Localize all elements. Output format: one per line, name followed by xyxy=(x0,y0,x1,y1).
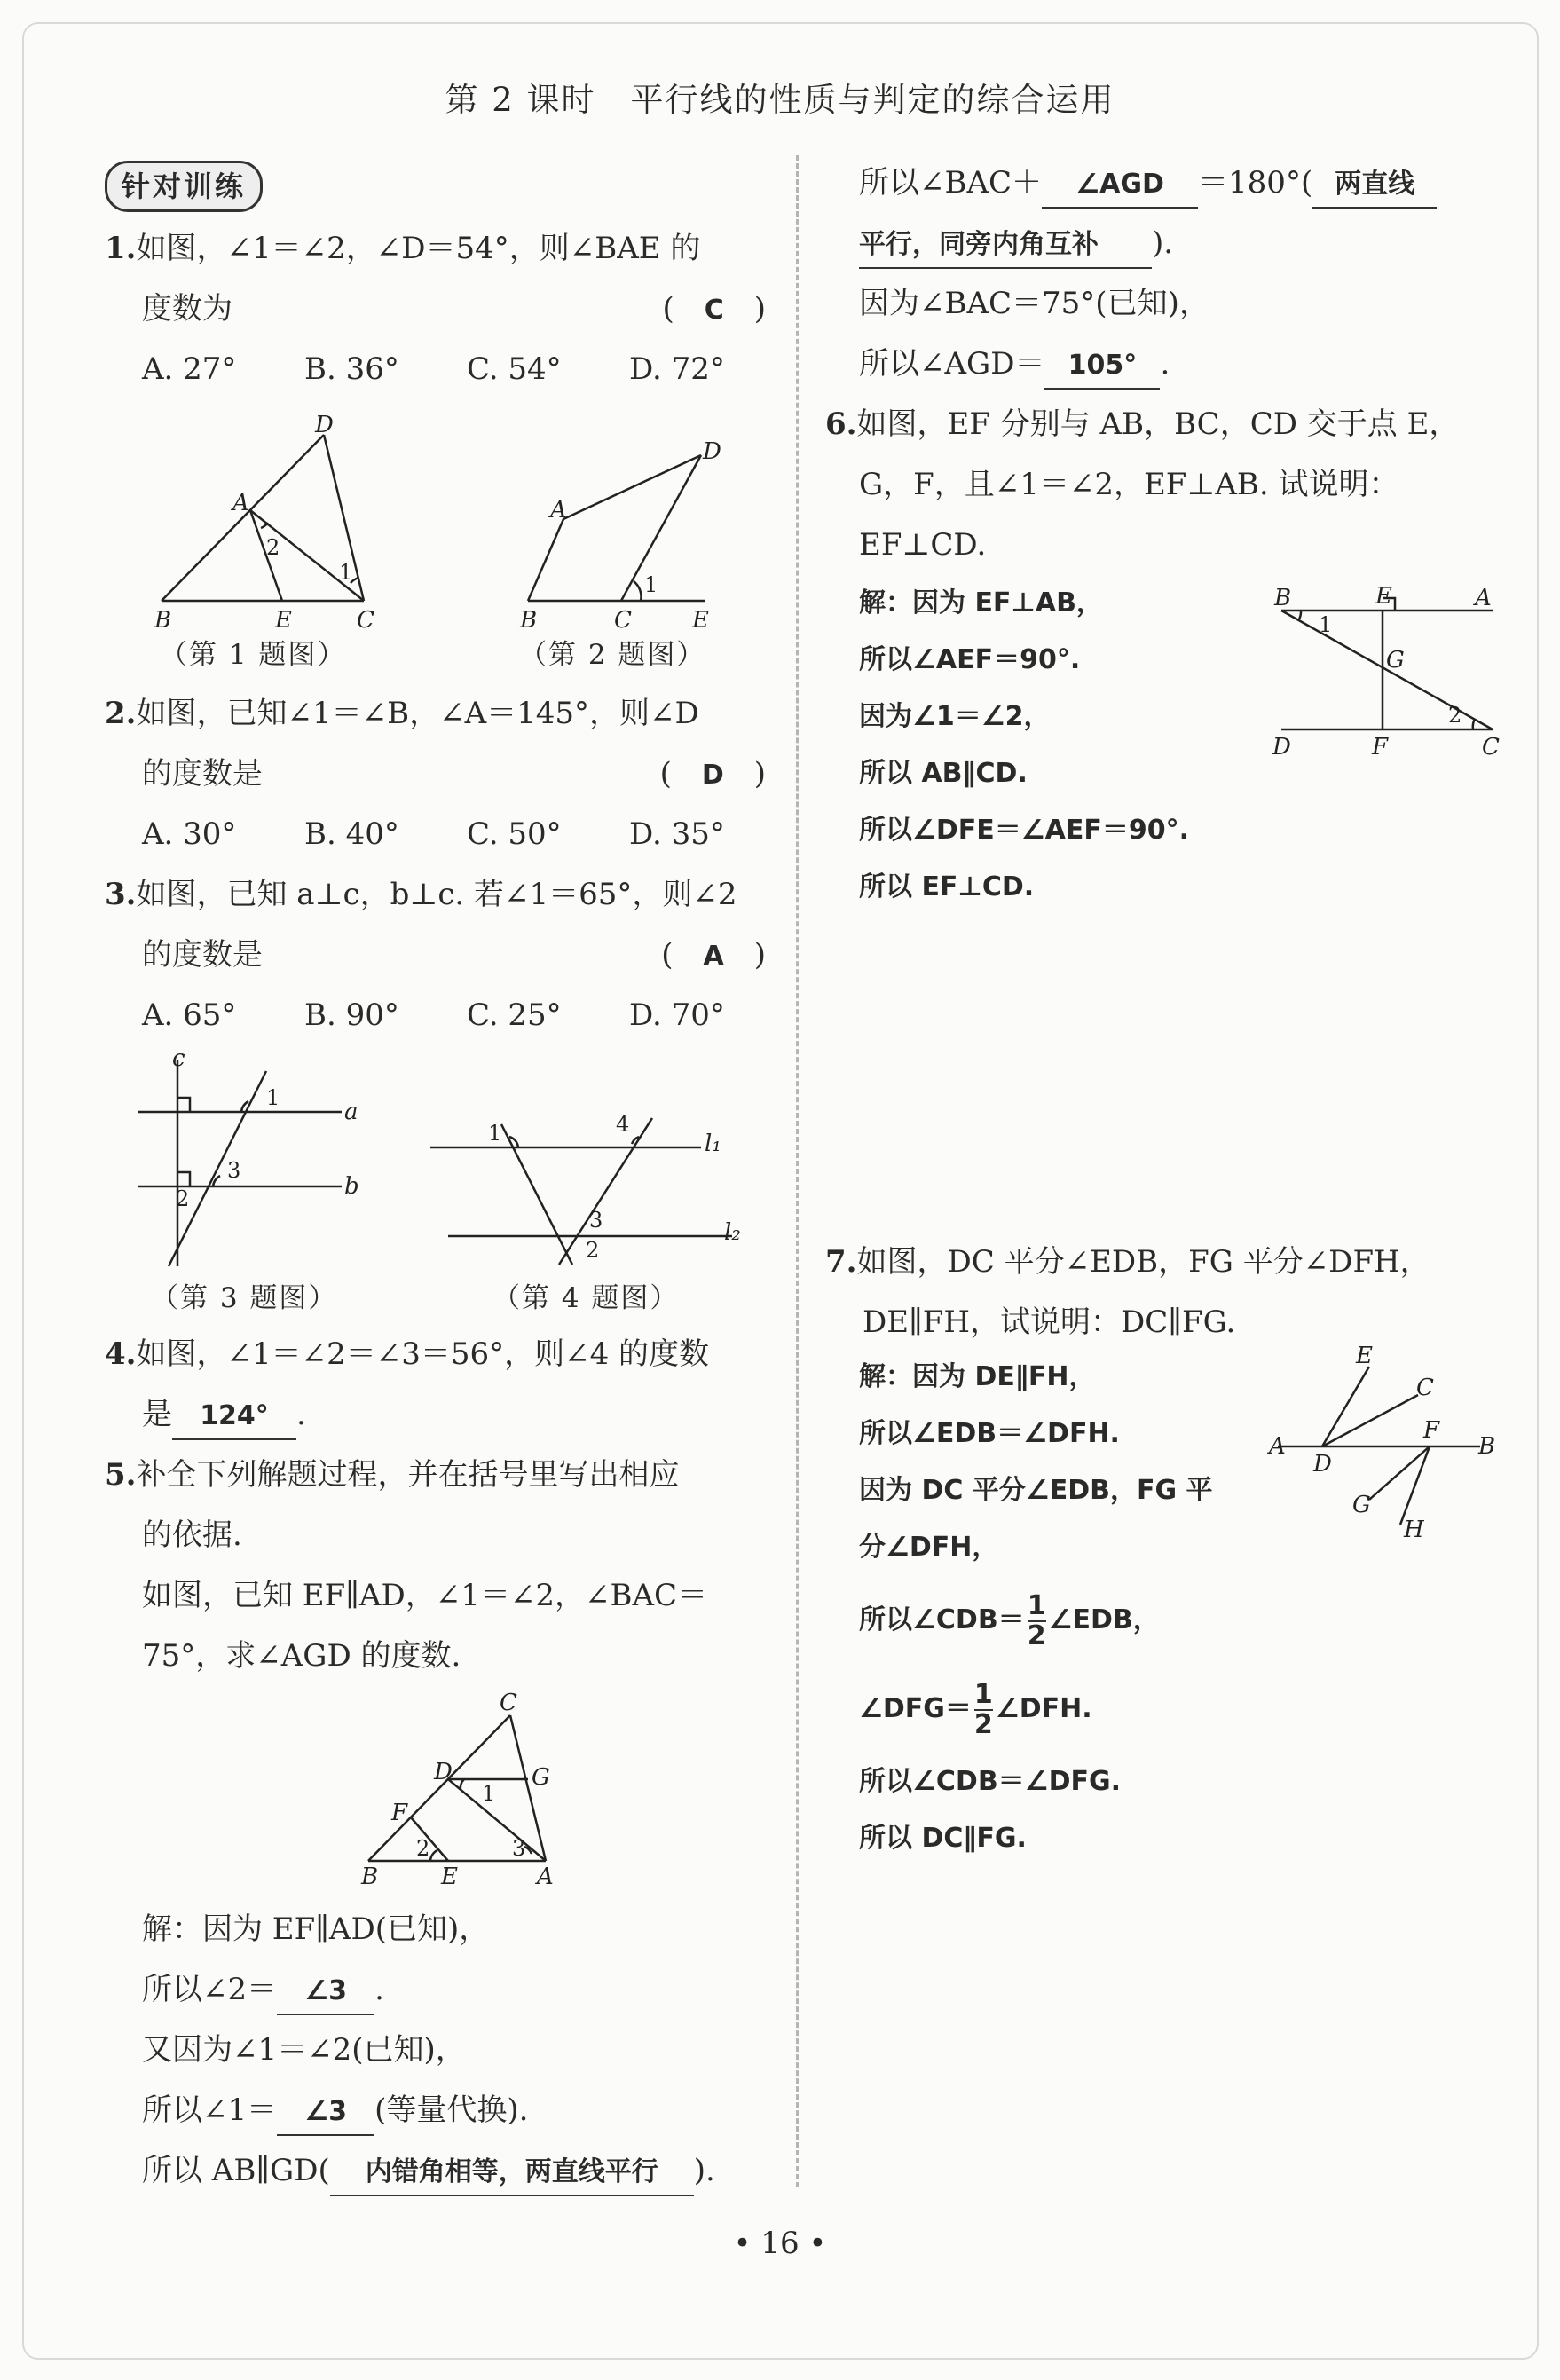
q5-step3: 又因为∠1＝∠2(已知)， xyxy=(142,2032,466,2068)
f7-label-H: H xyxy=(1404,1517,1424,1543)
q5-answer-6: 平行，同旁内角互补 xyxy=(859,223,1152,269)
q5-step5: 所以 AB∥GD( 内错角相等，两直线平行 ). xyxy=(142,2140,781,2201)
f3-label-3: 3 xyxy=(227,1158,241,1183)
q2-options: A. 30° B. 40° C. 50° D. 35° xyxy=(142,816,725,852)
f3-label-b: b xyxy=(344,1173,359,1200)
q3-options: A. 65° B. 90° C. 25° D. 70° xyxy=(142,997,725,1033)
f5-label-D: D xyxy=(434,1759,453,1785)
f2-label-D: D xyxy=(703,439,721,465)
q4-line1: 4.如图，∠1＝∠2＝∠3＝56°，则∠4 的度数 xyxy=(105,1336,710,1372)
q5-solution-left xyxy=(142,1899,781,2201)
f5-label-3: 3 xyxy=(512,1836,526,1861)
figure-6 xyxy=(1269,579,1500,760)
q5-line2: 的依据. xyxy=(142,1517,242,1553)
section-badge: 针对训练 xyxy=(105,161,263,212)
q5-step2: 所以∠2＝ ∠3 . xyxy=(142,1959,781,2020)
f5-label-E: E xyxy=(441,1864,458,1890)
q2-line1: 2.如图，已知∠1＝∠B，∠A＝145°，则∠D xyxy=(105,696,699,731)
q7-line1: 7.如图，DC 平分∠EDB，FG 平分∠DFH， xyxy=(825,1244,1430,1280)
q7-sol-6: ∠DFG＝ $\frac{1}{2}$ ∠DFH. xyxy=(859,1678,1092,1740)
f7-label-G: G xyxy=(1352,1492,1371,1518)
f4-label-1: 1 xyxy=(488,1121,502,1146)
f1-label-2: 2 xyxy=(266,535,280,560)
f2-label-C: C xyxy=(614,607,632,634)
q3-line2: 的度数是 ( A ) xyxy=(142,937,766,973)
f1-label-1: 1 xyxy=(339,560,353,585)
q6-sol-6: 所以 EF⊥CD. xyxy=(859,871,1035,902)
f6-label-1: 1 xyxy=(1319,612,1333,637)
q7-sol-5: 所以∠CDB＝ $\frac{1}{2}$ ∠EDB， xyxy=(859,1589,1160,1651)
f5-label-B: B xyxy=(361,1864,379,1890)
q5-step1: 解：因为 EF∥AD(已知)， xyxy=(142,1911,490,1947)
q5-step6: 所以∠BAC＋ ∠AGD ＝180°( 两直线 xyxy=(859,153,1498,213)
q5-answer-1: ∠3 xyxy=(277,1969,374,2015)
f7-label-E: E xyxy=(1356,1343,1373,1369)
q1-options: A. 27° B. 36° C. 54° D. 72° xyxy=(142,351,725,387)
f2-label-B: B xyxy=(520,607,538,634)
f5-label-F: F xyxy=(391,1800,408,1826)
figure-7 xyxy=(1267,1340,1502,1544)
q5-line4: 75°，求∠AGD 的度数. xyxy=(142,1638,461,1674)
f3-label-1: 1 xyxy=(266,1085,280,1110)
fig4-caption: （第 4 题图） xyxy=(492,1282,680,1314)
left-column-3 xyxy=(105,1324,775,1686)
f6-label-C: C xyxy=(1482,734,1500,760)
figure-3 xyxy=(133,1052,373,1273)
f4-label-3: 3 xyxy=(589,1208,603,1233)
fig3-caption: （第 3 题图） xyxy=(151,1282,338,1314)
q6-line3: EF⊥CD. xyxy=(859,527,987,563)
left-column xyxy=(105,160,775,399)
q5-step8: 因为∠BAC＝75°(已知)， xyxy=(859,286,1209,321)
q5-line1: 5.补全下列解题过程，并在括号里写出相应 xyxy=(105,1457,680,1493)
f1-label-E: E xyxy=(275,607,292,634)
f4-label-l2: l₂ xyxy=(724,1219,741,1246)
f5-label-G: G xyxy=(532,1764,550,1791)
f5-label-C: C xyxy=(500,1690,517,1716)
f1-label-C: C xyxy=(357,607,374,634)
f6-label-F: F xyxy=(1372,734,1389,760)
q3-answer: A xyxy=(703,941,724,972)
f2-label-E: E xyxy=(692,607,709,634)
q6-line2: G，F，且∠1＝∠2，EF⊥AB. 试说明： xyxy=(859,467,1399,502)
f3-label-c: c xyxy=(172,1052,185,1072)
q6-line1: 6.如图，EF 分别与 AB，BC，CD 交于点 E， xyxy=(825,406,1460,442)
q5-answer-7: 105° xyxy=(1044,343,1160,390)
figure-5 xyxy=(359,1690,563,1890)
f1-label-D: D xyxy=(315,413,334,438)
q6-sol-4: 所以 AB∥CD. xyxy=(859,758,1028,789)
f6-label-D: D xyxy=(1272,734,1291,760)
q6-solution xyxy=(859,575,1189,916)
f4-label-2: 2 xyxy=(586,1238,600,1263)
q7-sol-4: 分∠DFH， xyxy=(859,1532,999,1563)
q5-answer-3: 内错角相等，两直线平行 xyxy=(330,2150,694,2196)
q7-block xyxy=(825,1232,1500,1352)
q5-answer-2: ∠3 xyxy=(277,2090,374,2136)
q5-step9: 所以∠AGD＝ 105° . xyxy=(859,334,1498,394)
q7-sol-7: 所以∠CDB＝∠DFG. xyxy=(859,1766,1121,1797)
f7-label-A: A xyxy=(1269,1433,1286,1460)
column-divider xyxy=(796,155,799,2187)
f4-label-4: 4 xyxy=(616,1112,630,1137)
q4-answer: 124° xyxy=(172,1394,296,1440)
f6-label-A: A xyxy=(1475,585,1492,611)
q7-sol-8: 所以 DC∥FG. xyxy=(859,1823,1027,1854)
f7-label-B: B xyxy=(1478,1433,1496,1460)
q2-answer: D xyxy=(701,760,724,791)
q6-sol-2: 所以∠AEF＝90°. xyxy=(859,644,1081,675)
figure-2 xyxy=(515,439,728,634)
figure-1 xyxy=(151,413,382,634)
q2-line2: 的度数是 ( D ) xyxy=(142,756,766,792)
f4-label-l1: l₁ xyxy=(705,1131,721,1157)
f7-label-F: F xyxy=(1423,1417,1440,1444)
f5-label-1: 1 xyxy=(482,1781,496,1806)
f2-label-1: 1 xyxy=(644,572,658,597)
f6-label-E: E xyxy=(1375,583,1392,610)
q7-line2: DE∥FH，试说明：DC∥FG. xyxy=(863,1304,1236,1340)
q5-answer-4: ∠AGD xyxy=(1042,162,1198,209)
f5-label-2: 2 xyxy=(416,1836,430,1861)
q1-line1: 1.如图，∠1＝∠2，∠D＝54°，则∠BAE 的 xyxy=(105,231,701,266)
f2-label-A: A xyxy=(550,497,567,524)
q3-line1: 3.如图，已知 a⊥c，b⊥c. 若∠1＝65°，则∠2 xyxy=(105,877,737,912)
f1-label-B: B xyxy=(154,607,172,634)
f7-label-D: D xyxy=(1313,1451,1332,1478)
page-number: • 16 • xyxy=(733,2226,827,2261)
q7-sol-2: 所以∠EDB＝∠DFH. xyxy=(859,1418,1120,1449)
q5-step7: 平行，同旁内角互补 ). xyxy=(859,213,1498,273)
q5-answer-5: 两直线 xyxy=(1312,162,1437,209)
q6-sol-5: 所以∠DFE＝∠AEF＝90°. xyxy=(859,815,1190,846)
fig1-caption: （第 1 题图） xyxy=(160,639,347,671)
q1-answer: C xyxy=(704,295,724,326)
right-column xyxy=(825,153,1498,575)
f1-label-A: A xyxy=(232,490,249,516)
figure-4 xyxy=(426,1105,763,1273)
f7-label-C: C xyxy=(1416,1375,1434,1401)
q6-sol-3: 因为∠1＝∠2， xyxy=(859,701,1051,732)
q7-solution xyxy=(859,1349,1213,1867)
q5-step4: 所以∠1＝ ∠3 (等量代换). xyxy=(142,2080,781,2140)
f5-label-A: A xyxy=(537,1864,554,1890)
q5-line3: 如图，已知 EF∥AD，∠1＝∠2，∠BAC＝ xyxy=(142,1578,708,1613)
page-title: 第 2 课时 平行线的性质与判定的综合运用 xyxy=(445,81,1115,119)
q6-sol-1: 解：因为 EF⊥AB， xyxy=(859,587,1103,619)
q1-line2: 度数为 ( C ) xyxy=(142,291,766,327)
f3-label-2: 2 xyxy=(176,1186,190,1211)
left-column-2 xyxy=(105,683,775,1045)
f6-label-G: G xyxy=(1386,647,1405,674)
q4-line2: 是 124° . xyxy=(105,1384,775,1445)
f3-label-a: a xyxy=(344,1099,358,1125)
q7-sol-3: 因为 DC 平分∠EDB，FG 平 xyxy=(859,1475,1213,1506)
q7-sol-1: 解：因为 DE∥FH， xyxy=(859,1361,1096,1392)
f6-label-B: B xyxy=(1274,585,1292,611)
fig2-caption: （第 2 题图） xyxy=(519,639,706,671)
f6-label-2: 2 xyxy=(1448,703,1462,728)
